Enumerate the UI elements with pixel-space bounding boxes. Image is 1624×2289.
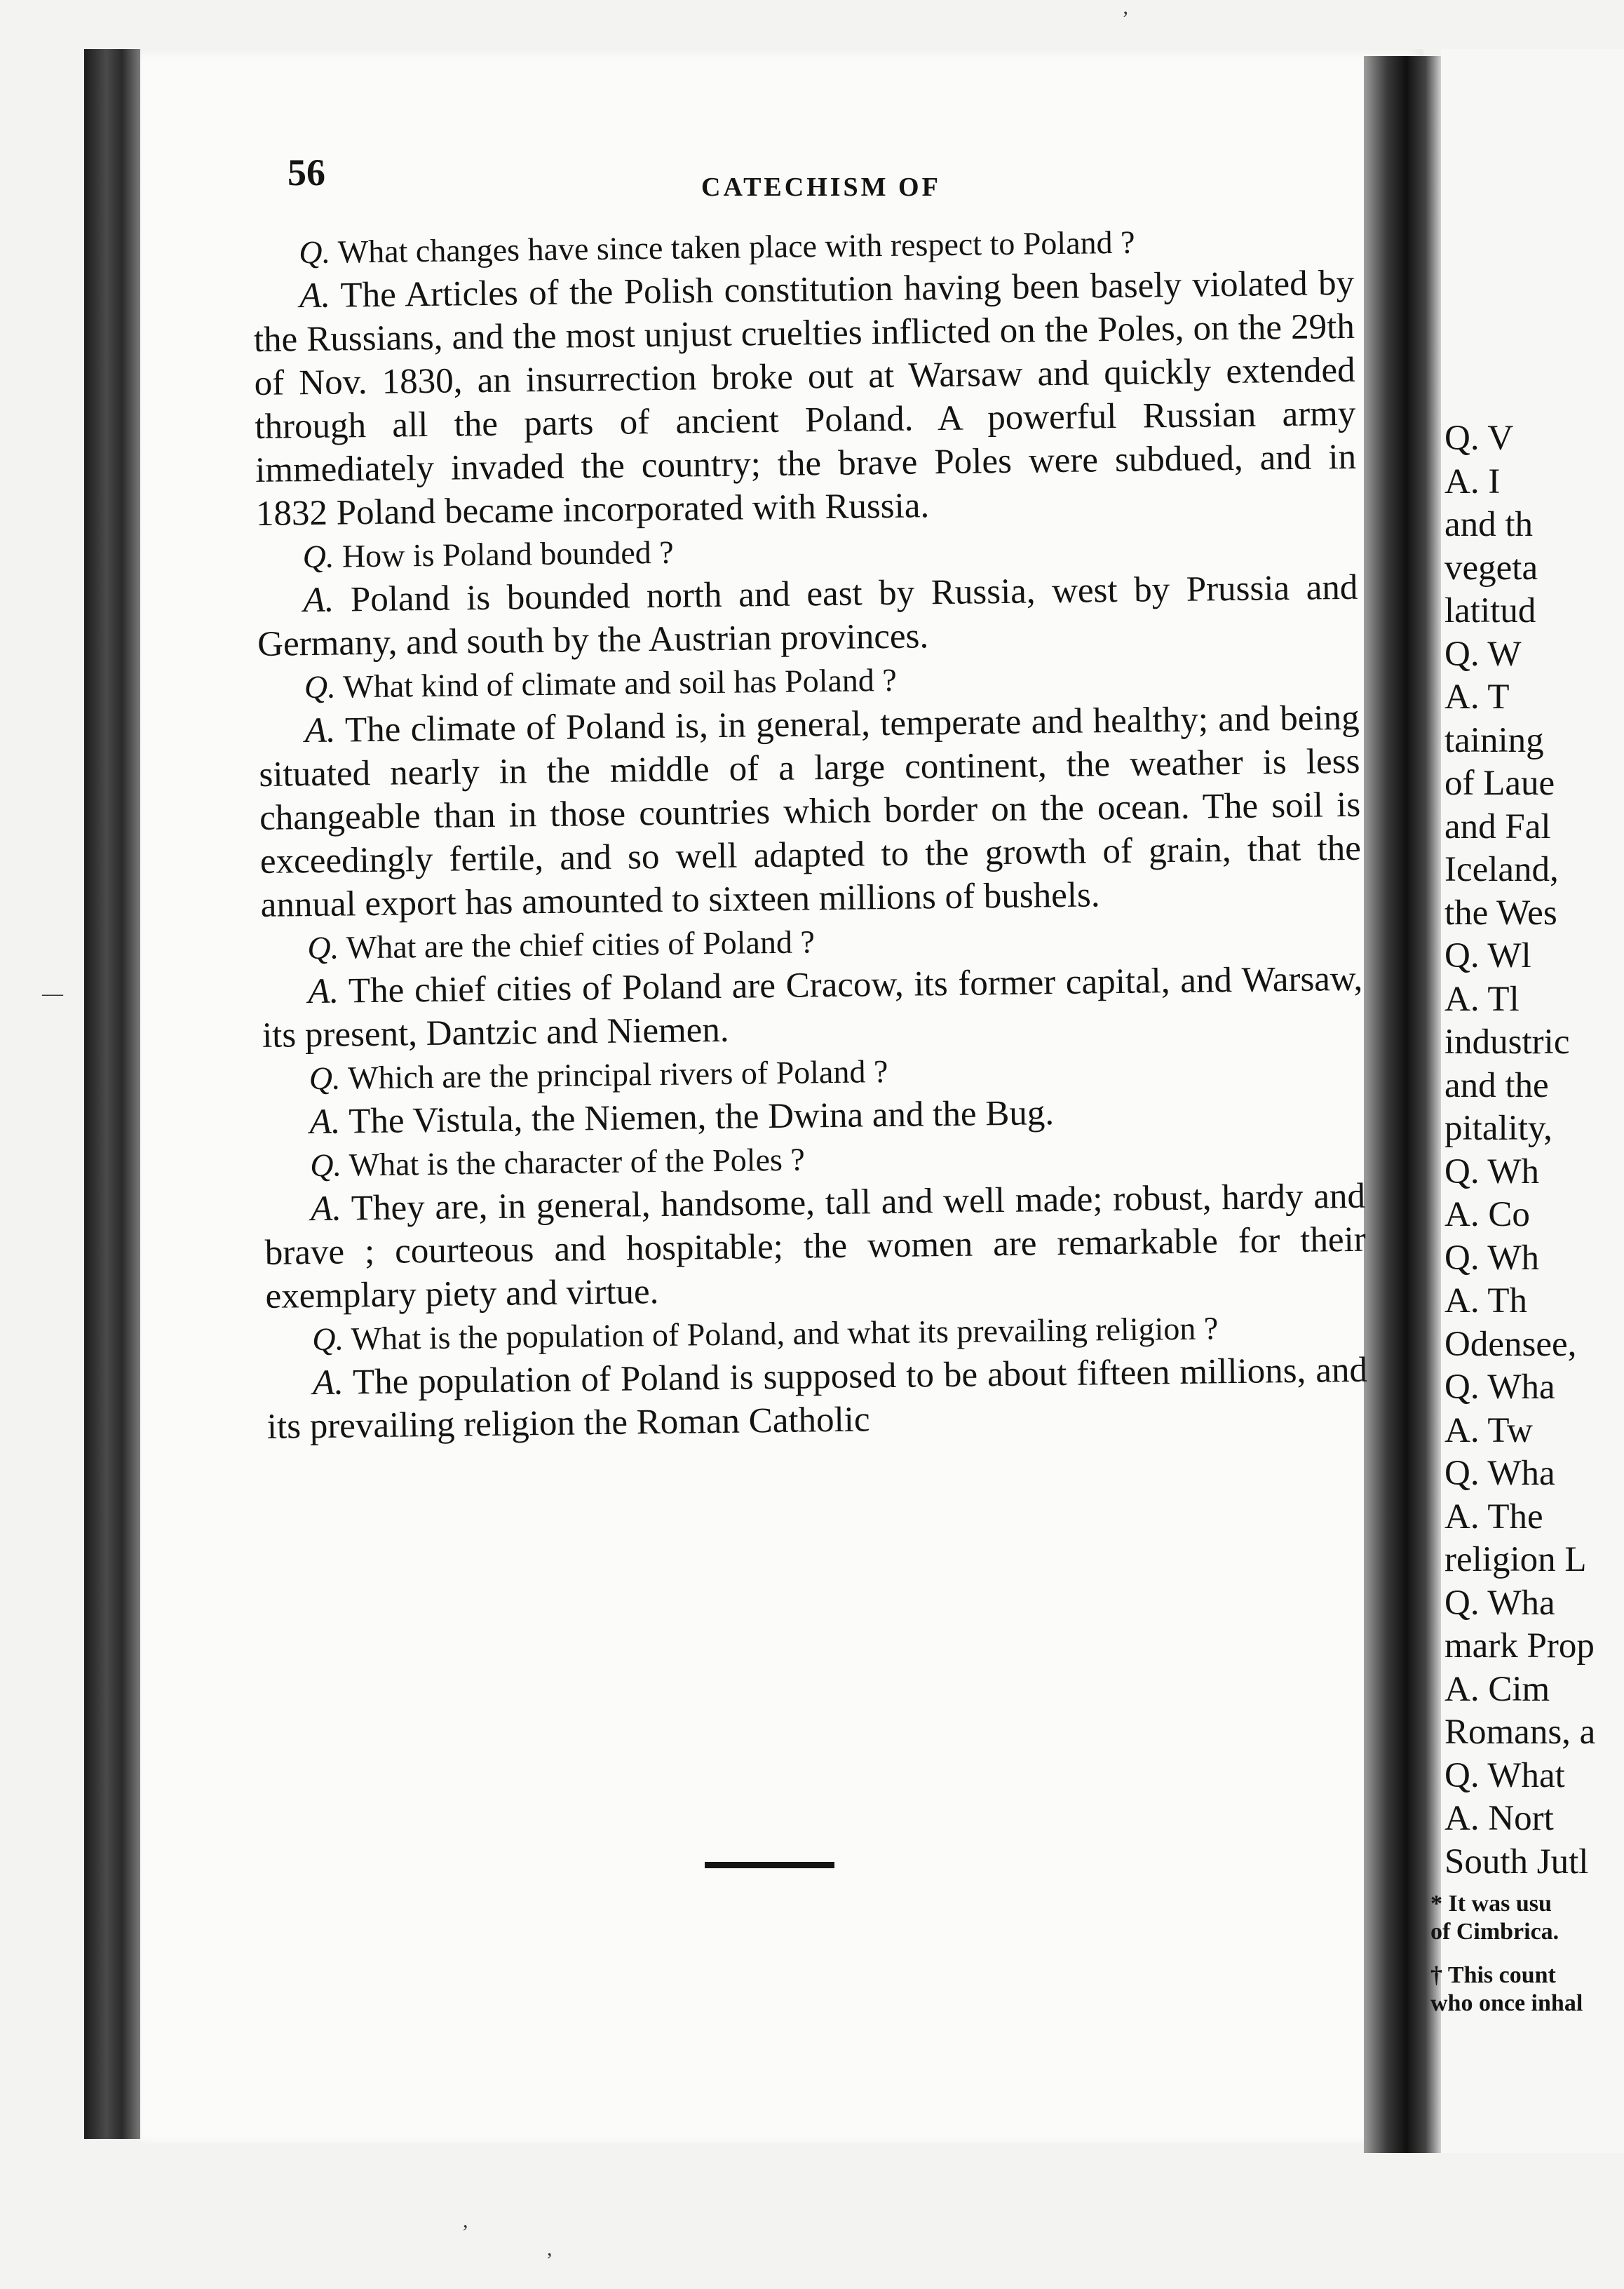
answer-label: A.	[303, 580, 334, 621]
question-text: What is the population of Poland, and what its prevailing religion ?	[343, 1310, 1219, 1357]
right-page-line: A. Nort	[1444, 1799, 1554, 1838]
right-page-line: Q. Wha	[1444, 1368, 1555, 1407]
right-page-line: South Jutl	[1444, 1842, 1589, 1882]
left-page-text	[252, 218, 1368, 1449]
question-text: What is the character of the Poles ?	[341, 1141, 806, 1183]
right-page-line: A. Tl	[1444, 979, 1520, 1019]
answer-text: The population of Poland is supposed to be about fifteen millions, and its prevailing religion the Roman Catholic	[266, 1350, 1368, 1447]
right-page-line: Q. Wha	[1444, 1583, 1555, 1623]
scan-speck: —	[42, 982, 63, 1005]
answer-paragraph	[262, 957, 1363, 1058]
right-page-line: A. T	[1444, 677, 1510, 717]
question-text: Which are the principal rivers of Poland ?	[340, 1053, 888, 1096]
answer-label: A.	[307, 971, 339, 1012]
answer-text: Poland is bounded north and east by Russia, west by Prussia and Germany, and south by the Austrian provinces.	[257, 567, 1358, 664]
question-text: What kind of climate and soil has Poland ?	[335, 661, 898, 705]
question-label: Q.	[302, 538, 334, 575]
scan-speck: ,	[463, 2209, 468, 2232]
right-page-line: A. Cim	[1444, 1669, 1550, 1709]
right-page-line: vegeta	[1444, 548, 1538, 588]
right-page-line: A. Co	[1444, 1195, 1530, 1234]
answer-paragraph	[253, 262, 1357, 536]
right-page-line: Q. W	[1444, 634, 1522, 674]
right-page-line: and Fal	[1444, 806, 1551, 846]
question-label: Q.	[307, 929, 339, 966]
page-number: 56	[287, 151, 325, 194]
right-page-line: A. I	[1444, 461, 1501, 501]
question-label: Q.	[299, 234, 331, 271]
answer-label: A.	[299, 276, 331, 316]
answer-paragraph	[264, 1175, 1367, 1318]
right-page-line: latitud	[1444, 591, 1536, 630]
scan-speck: ,	[547, 2237, 553, 2260]
right-page-line: mark Prop	[1444, 1626, 1595, 1666]
question-text: What are the chief cities of Poland ?	[338, 924, 816, 966]
question-label: Q.	[311, 1321, 344, 1358]
answer-text: They are, in general, handsome, tall and well made; robust, hardy and brave ; courteous and hospitable; the women are remarkable for their exemplary piety and virtue.	[264, 1176, 1367, 1316]
right-page-footnote-line: * It was usu	[1430, 1891, 1552, 1917]
right-page-footnote-line: † This count	[1430, 1962, 1556, 1988]
right-page-text-fragments	[1444, 417, 1624, 1884]
answer-paragraph	[266, 1349, 1368, 1449]
book-gutter	[1364, 56, 1441, 2153]
question-text: How is Poland bounded ?	[334, 534, 674, 574]
right-page-line: Q. Wh	[1444, 1152, 1540, 1191]
right-page-line: pitality,	[1444, 1109, 1552, 1148]
answer-label: A.	[312, 1363, 344, 1403]
right-page-footnotes	[1430, 1890, 1624, 2033]
right-page-line: Q. V	[1444, 419, 1514, 458]
right-page-line: industric	[1444, 1022, 1570, 1062]
right-page-line: A. Tw	[1444, 1410, 1533, 1450]
answer-label: A.	[304, 710, 336, 751]
right-page-line: A. Th	[1444, 1281, 1528, 1321]
right-page-line: Romans, a	[1444, 1713, 1596, 1752]
answer-text: The climate of Poland is, in general, temperate and healthy; and being situated nearly in the middle of a large continent, the weather is less changeable than in those countries which border on the ocean. The soil is exceedingly fertile, and so well adapted to the growth of grain, that the annual export has amounted to sixteen millions of bushels.	[259, 698, 1362, 925]
right-page-line: Iceland,	[1444, 850, 1559, 889]
right-page-line: and the	[1444, 1065, 1549, 1105]
answer-text: The chief cities of Poland are Cracow, its former capital, and Warsaw, its present, Dantzic and Niemen.	[262, 959, 1363, 1055]
answer-label: A.	[309, 1102, 341, 1142]
answer-text: The Vistula, the Niemen, the Dwina and the Bug.	[340, 1093, 1055, 1142]
right-page-footnote-line: who once inhal	[1430, 1990, 1583, 2016]
question-label: Q.	[304, 668, 336, 705]
right-page-footnote-line: of Cimbrica.	[1430, 1919, 1559, 1945]
scan-speck: ’	[1122, 7, 1129, 30]
right-page-line: Q. Wh	[1444, 1238, 1540, 1278]
right-page-line: Q. Wha	[1444, 1454, 1555, 1493]
question-text: What changes have since taken place with respect to Poland ?	[330, 224, 1135, 270]
right-page-line: the Wes	[1444, 893, 1557, 933]
right-page-line: and th	[1444, 505, 1534, 544]
running-head: CATECHISM OF	[701, 173, 941, 202]
answer-text: The Articles of the Polish constitution having been basely violated by the Russians, and the most unjust cruelties inflicted on the Poles, on the 29th of Nov. 1830, an insurrection broke out at Warsaw and quickly extended through all the parts of ancient Poland. A powerful Russian army immediately invaded the country; the brave Poles were subdued, and in 1832 Poland became incorporated with Russia.	[253, 263, 1357, 534]
right-page-line: Q. What	[1444, 1755, 1565, 1795]
question-label: Q.	[309, 1147, 342, 1184]
right-page-line: A. The	[1444, 1497, 1543, 1537]
right-page-line: taining	[1444, 720, 1544, 760]
right-page-line: Q. Wl	[1444, 936, 1531, 975]
right-page-line: of Laue	[1444, 764, 1555, 803]
answer-paragraph	[258, 696, 1362, 927]
right-page-line: religion L	[1444, 1540, 1587, 1579]
end-rule	[705, 1862, 834, 1868]
answer-paragraph	[257, 566, 1358, 666]
right-page-line: Odensee,	[1444, 1324, 1577, 1364]
question-label: Q.	[309, 1060, 341, 1097]
book-spine-left	[84, 49, 147, 2139]
answer-label: A.	[310, 1189, 342, 1229]
